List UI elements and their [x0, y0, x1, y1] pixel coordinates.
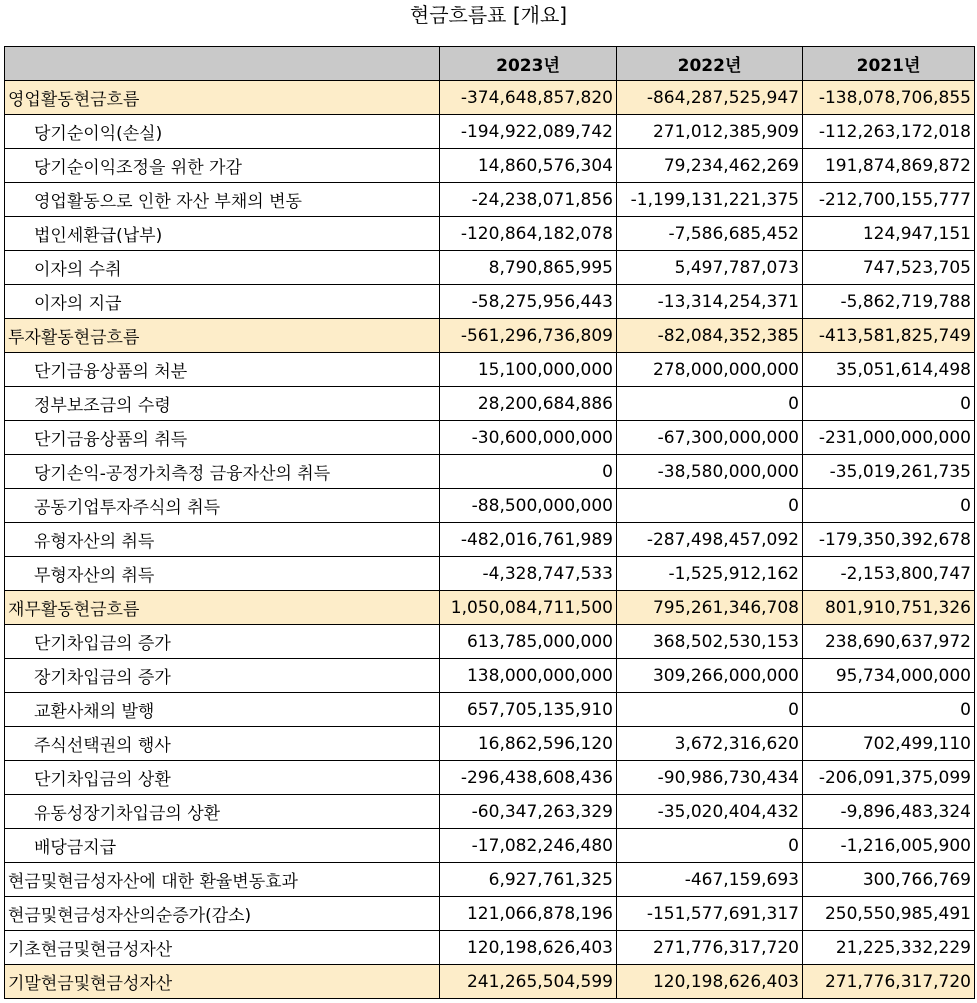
row-label: 당기순이익조정을 위한 가감 [5, 149, 440, 183]
table-row [5, 455, 975, 489]
row-label: 정부보조금의 수령 [5, 387, 440, 421]
row-label: 주식선택권의 행사 [5, 727, 440, 761]
row-value: 238,690,637,972 [803, 625, 975, 659]
row-value: 120,198,626,403 [440, 931, 617, 965]
header-year-2022: 2022년 [617, 47, 803, 81]
row-value: -151,577,691,317 [617, 897, 803, 931]
table-row [5, 965, 975, 999]
row-value: 3,672,316,620 [617, 727, 803, 761]
row-value: 121,066,878,196 [440, 897, 617, 931]
row-label: 단기차입금의 증가 [5, 625, 440, 659]
table-row [5, 523, 975, 557]
row-label: 단기차입금의 상환 [5, 761, 440, 795]
row-value: 613,785,000,000 [440, 625, 617, 659]
row-label: 현금및현금성자산에 대한 환율변동효과 [5, 863, 440, 897]
row-value: 15,100,000,000 [440, 353, 617, 387]
header-year-2021: 2021년 [803, 47, 975, 81]
row-value: -35,019,261,735 [803, 455, 975, 489]
row-value: -287,498,457,092 [617, 523, 803, 557]
row-label: 현금및현금성자산의순증가(감소) [5, 897, 440, 931]
row-value: 28,200,684,886 [440, 387, 617, 421]
row-label: 무형자산의 취득 [5, 557, 440, 591]
row-value: -58,275,956,443 [440, 285, 617, 319]
table-row [5, 183, 975, 217]
row-value: 0 [803, 489, 975, 523]
row-value: 241,265,504,599 [440, 965, 617, 999]
table-row [5, 659, 975, 693]
row-value: -5,862,719,788 [803, 285, 975, 319]
row-value: -482,016,761,989 [440, 523, 617, 557]
row-value: -179,350,392,678 [803, 523, 975, 557]
row-value: -112,263,172,018 [803, 115, 975, 149]
row-value: 0 [803, 693, 975, 727]
row-value: 309,266,000,000 [617, 659, 803, 693]
table-row [5, 863, 975, 897]
table-row [5, 81, 975, 115]
row-value: 795,261,346,708 [617, 591, 803, 625]
row-value: -1,525,912,162 [617, 557, 803, 591]
table-row [5, 149, 975, 183]
row-value: -120,864,182,078 [440, 217, 617, 251]
table-row [5, 217, 975, 251]
row-value: 0 [617, 829, 803, 863]
row-value: -1,216,005,900 [803, 829, 975, 863]
table-row [5, 897, 975, 931]
table-row [5, 727, 975, 761]
row-label: 배당금지급 [5, 829, 440, 863]
row-value: 95,734,000,000 [803, 659, 975, 693]
row-label: 장기차입금의 증가 [5, 659, 440, 693]
row-value: -2,153,800,747 [803, 557, 975, 591]
table-row [5, 115, 975, 149]
row-label: 단기금융상품의 취득 [5, 421, 440, 455]
row-value: 300,766,769 [803, 863, 975, 897]
row-value: -296,438,608,436 [440, 761, 617, 795]
row-value: 8,790,865,995 [440, 251, 617, 285]
row-value: 79,234,462,269 [617, 149, 803, 183]
table-row [5, 557, 975, 591]
table-row [5, 421, 975, 455]
row-label: 당기순이익(손실) [5, 115, 440, 149]
row-value: -88,500,000,000 [440, 489, 617, 523]
row-value: 5,497,787,073 [617, 251, 803, 285]
row-value: -35,020,404,432 [617, 795, 803, 829]
row-label: 단기금융상품의 처분 [5, 353, 440, 387]
row-label: 영업활동으로 인한 자산 부채의 변동 [5, 183, 440, 217]
table-row [5, 387, 975, 421]
header-row [5, 47, 975, 81]
table-row [5, 795, 975, 829]
row-value: -212,700,155,777 [803, 183, 975, 217]
header-item [5, 47, 440, 81]
table-row [5, 761, 975, 795]
row-value: -194,922,089,742 [440, 115, 617, 149]
row-value: 138,000,000,000 [440, 659, 617, 693]
row-value: -138,078,706,855 [803, 81, 975, 115]
row-value: 21,225,332,229 [803, 931, 975, 965]
row-label: 이자의 지급 [5, 285, 440, 319]
row-value: -9,896,483,324 [803, 795, 975, 829]
row-label: 공동기업투자주식의 취득 [5, 489, 440, 523]
row-value: -561,296,736,809 [440, 319, 617, 353]
row-value: 657,705,135,910 [440, 693, 617, 727]
table-row [5, 353, 975, 387]
table-row [5, 489, 975, 523]
row-value: -67,300,000,000 [617, 421, 803, 455]
row-value: 124,947,151 [803, 217, 975, 251]
row-value: 120,198,626,403 [617, 965, 803, 999]
row-value: -24,238,071,856 [440, 183, 617, 217]
row-value: 801,910,751,326 [803, 591, 975, 625]
table-row [5, 591, 975, 625]
row-label: 이자의 수취 [5, 251, 440, 285]
row-value: -17,082,246,480 [440, 829, 617, 863]
row-value: -82,084,352,385 [617, 319, 803, 353]
row-value: 250,550,985,491 [803, 897, 975, 931]
row-label: 유동성장기차입금의 상환 [5, 795, 440, 829]
table-row [5, 829, 975, 863]
row-value: 271,776,317,720 [617, 931, 803, 965]
row-value: 6,927,761,325 [440, 863, 617, 897]
row-value: 1,050,084,711,500 [440, 591, 617, 625]
row-label: 재무활동현금흐름 [5, 591, 440, 625]
row-value: 747,523,705 [803, 251, 975, 285]
header-year-2023: 2023년 [440, 47, 617, 81]
page-title: 현금흐름표 [개요] [409, 3, 568, 27]
table-row [5, 693, 975, 727]
row-value: -60,347,263,329 [440, 795, 617, 829]
table-row [5, 319, 975, 353]
row-value: 35,051,614,498 [803, 353, 975, 387]
row-value: -467,159,693 [617, 863, 803, 897]
table-row [5, 625, 975, 659]
row-value: -231,000,000,000 [803, 421, 975, 455]
row-value: 191,874,869,872 [803, 149, 975, 183]
row-value: 368,502,530,153 [617, 625, 803, 659]
table-row [5, 251, 975, 285]
cash-flow-table [4, 46, 975, 999]
table-row [5, 931, 975, 965]
row-label: 유형자산의 취득 [5, 523, 440, 557]
row-value: 271,012,385,909 [617, 115, 803, 149]
row-value: 0 [617, 489, 803, 523]
row-value: 0 [617, 693, 803, 727]
row-label: 영업활동현금흐름 [5, 81, 440, 115]
row-value: 0 [803, 387, 975, 421]
row-value: -30,600,000,000 [440, 421, 617, 455]
row-value: 0 [617, 387, 803, 421]
row-value: -90,986,730,434 [617, 761, 803, 795]
row-value: -38,580,000,000 [617, 455, 803, 489]
row-value: -4,328,747,533 [440, 557, 617, 591]
row-value: 16,862,596,120 [440, 727, 617, 761]
row-value: 0 [440, 455, 617, 489]
row-value: -413,581,825,749 [803, 319, 975, 353]
row-value: -7,586,685,452 [617, 217, 803, 251]
row-value: -864,287,525,947 [617, 81, 803, 115]
table-row [5, 285, 975, 319]
row-label: 법인세환급(납부) [5, 217, 440, 251]
row-value: 271,776,317,720 [803, 965, 975, 999]
row-label: 투자활동현금흐름 [5, 319, 440, 353]
row-label: 기초현금및현금성자산 [5, 931, 440, 965]
row-label: 당기손익-공정가치측정 금융자산의 취득 [5, 455, 440, 489]
row-value: 702,499,110 [803, 727, 975, 761]
row-label: 기말현금및현금성자산 [5, 965, 440, 999]
row-value: -374,648,857,820 [440, 81, 617, 115]
row-value: -206,091,375,099 [803, 761, 975, 795]
row-value: -13,314,254,371 [617, 285, 803, 319]
row-value: -1,199,131,221,375 [617, 183, 803, 217]
row-label: 교환사채의 발행 [5, 693, 440, 727]
row-value: 278,000,000,000 [617, 353, 803, 387]
row-value: 14,860,576,304 [440, 149, 617, 183]
